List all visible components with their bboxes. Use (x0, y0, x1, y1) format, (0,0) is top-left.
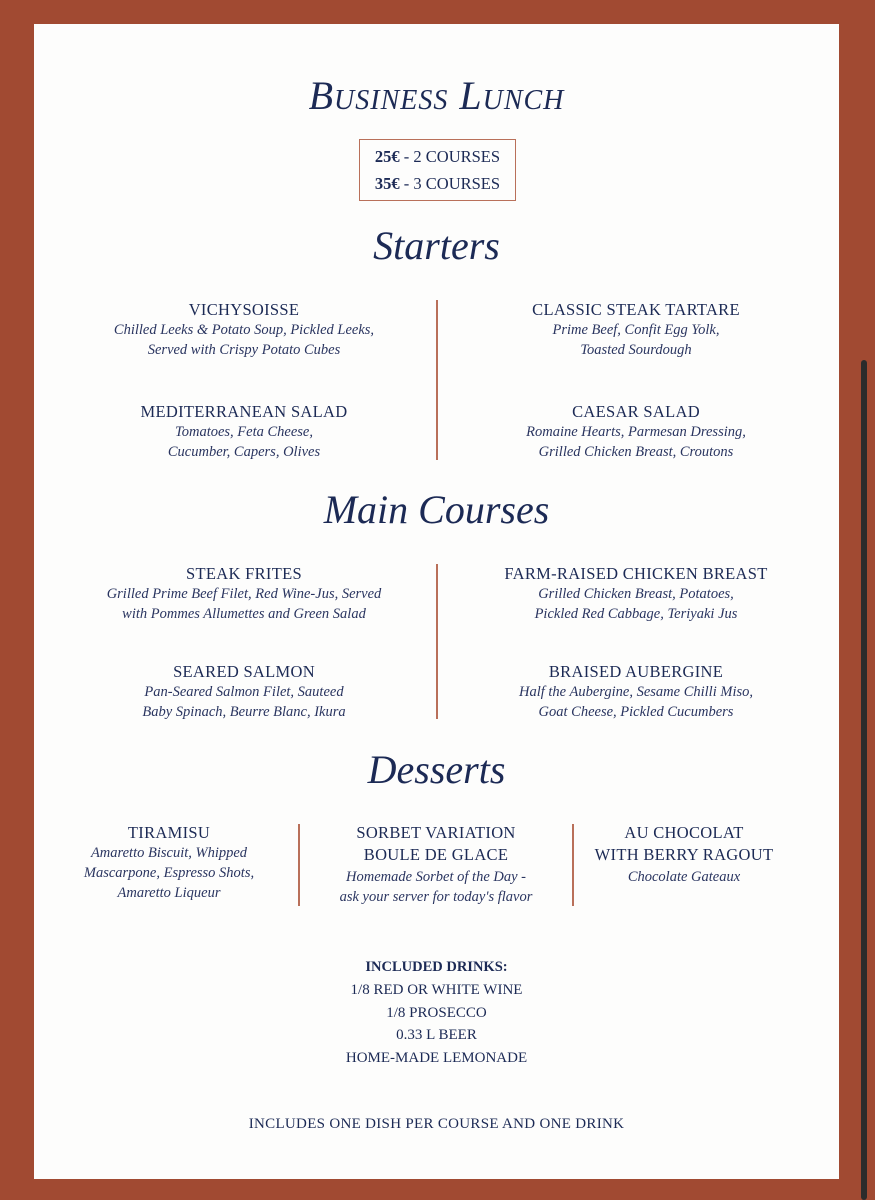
main-seared-salmon (74, 662, 414, 722)
dish-name: FARM-RAISED CHICKEN BREAST (504, 564, 768, 583)
dish-desc-line: Amaretto Biscuit, Whipped (90, 845, 248, 861)
price-box (359, 139, 516, 201)
starters-divider (436, 300, 438, 460)
main-braised-aubergine (466, 662, 806, 722)
dish-desc-line: Goat Cheese, Pickled Cucumbers (538, 704, 734, 720)
drink-item: 1/8 PROSECCO (386, 1004, 487, 1021)
menu-sheet (34, 24, 839, 1179)
dish-name: MEDITERRANEAN SALAD (140, 402, 348, 421)
dish-desc-line: Pan-Seared Salmon Filet, Sauteed (144, 684, 344, 700)
drink-item: 1/8 RED OR WHITE WINE (350, 981, 523, 998)
dish-name: TIRAMISU (127, 823, 211, 842)
menu-footer-note: INCLUDES ONE DISH PER COURSE AND ONE DRINK (248, 1116, 625, 1132)
drink-item: 0.33 L BEER (396, 1027, 477, 1044)
main-chicken-breast (466, 564, 806, 624)
dish-name: CLASSIC STEAK TARTARE (532, 300, 740, 319)
drinks-heading: INCLUDED DRINKS: (365, 959, 508, 975)
dish-desc-line: Baby Spinach, Beurre Blanc, Ikura (142, 704, 346, 720)
mains-divider (436, 564, 438, 719)
dish-desc-line: Tomatoes, Feta Cheese, (174, 424, 313, 440)
dish-desc-line: Amaretto Liqueur (117, 885, 221, 901)
dish-desc-line: Homemade Sorbet of the Day - (346, 869, 526, 885)
starter-steak-tartare (466, 300, 806, 360)
dish-name: SEARED SALMON (173, 662, 315, 681)
dish-name: VICHYSOISSE (188, 300, 300, 319)
starter-mediterranean-salad (74, 402, 414, 462)
dish-desc-line: Pickled Red Cabbage, Teriyaki Jus (534, 606, 738, 622)
included-drinks (34, 956, 839, 1070)
drink-item: HOME-MADE LEMONADE (345, 1050, 528, 1067)
dish-desc-line: Chilled Leeks & Potato Soup, Pickled Leeks, (113, 322, 375, 338)
section-title-desserts: Desserts (367, 747, 506, 792)
dish-desc-line: ask your server for today's flavor (339, 889, 533, 905)
dessert-sorbet (310, 823, 562, 907)
dish-name: SORBET VARIATION (356, 823, 516, 842)
dish-desc-line: Prime Beef, Confit Egg Yolk, (552, 322, 720, 338)
dish-name: BOULE DE GLACE (363, 845, 509, 864)
menu-title: Business Lunch (308, 73, 565, 118)
dish-desc-line: Served with Crispy Potato Cubes (147, 342, 341, 358)
dish-name: STEAK FRITES (186, 564, 302, 583)
dish-desc-line: Cucumber, Capers, Olives (167, 444, 321, 460)
dish-desc-line: Grilled Prime Beef Filet, Red Wine-Jus, Served (106, 586, 382, 602)
dish-desc-line: Grilled Chicken Breast, Croutons (538, 444, 734, 460)
dessert-tiramisu (54, 823, 284, 903)
dish-name: CAESAR SALAD (572, 402, 700, 421)
section-title-starters: Starters (373, 223, 500, 268)
main-steak-frites (64, 564, 424, 624)
price-line-2-courses: 25€ - 2 COURSES (374, 147, 501, 166)
dish-desc-line: Grilled Chicken Breast, Potatoes, (538, 586, 734, 602)
section-title-main-courses: Main Courses (323, 487, 550, 532)
dish-desc-line: Toasted Sourdough (580, 342, 692, 358)
starter-caesar-salad (466, 402, 806, 462)
dish-desc-line: Chocolate Gateaux (627, 869, 741, 885)
price-line-3-courses: 35€ - 3 COURSES (374, 174, 501, 193)
dish-desc-line: Romaine Hearts, Parmesan Dressing, (526, 424, 746, 440)
dish-desc-line: with Pommes Allumettes and Green Salad (122, 606, 366, 622)
dish-name: AU CHOCOLAT (624, 823, 744, 842)
dish-desc-line: Mascarpone, Espresso Shots, (83, 865, 255, 881)
dessert-au-chocolat (584, 823, 784, 887)
desserts-divider-right (572, 824, 574, 906)
desserts-divider-left (298, 824, 300, 906)
dish-desc-line: Half the Aubergine, Sesame Chilli Miso, (519, 684, 753, 700)
starter-vichysoisse (74, 300, 414, 360)
dish-name: BRAISED AUBERGINE (548, 662, 724, 681)
scrollbar[interactable] (861, 360, 867, 1200)
dish-name: WITH BERRY RAGOUT (594, 845, 774, 864)
menu-frame-top (0, 0, 875, 24)
